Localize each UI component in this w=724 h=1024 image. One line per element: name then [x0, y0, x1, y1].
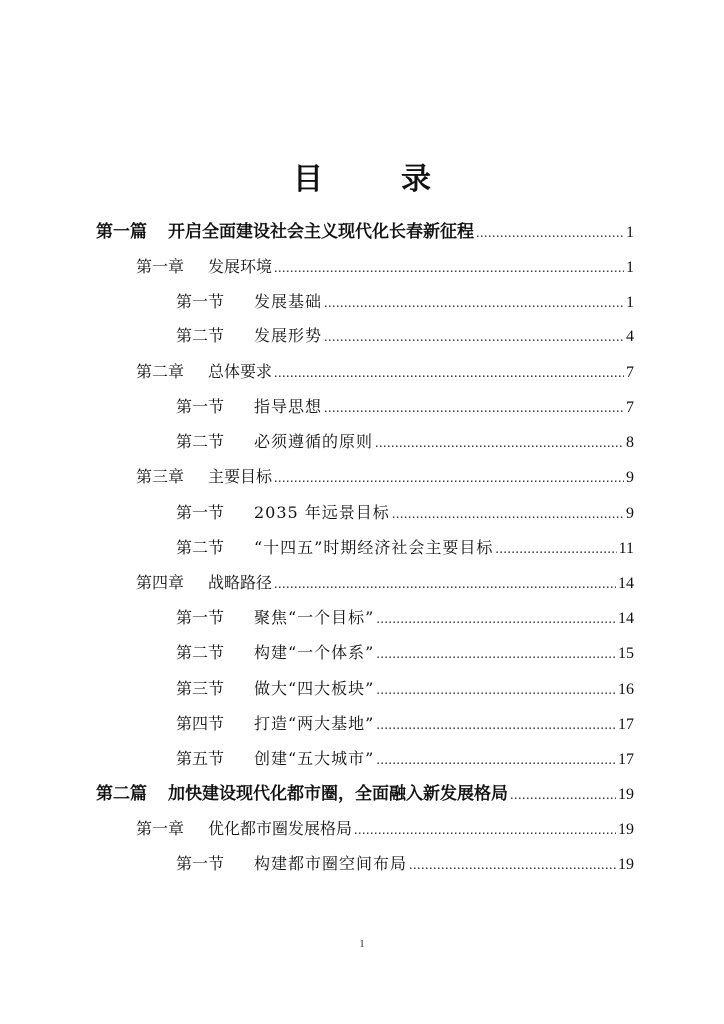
chapter-number: 第四章	[136, 573, 185, 592]
toc-chapter-entry[interactable]	[136, 816, 634, 842]
page-number: 16	[618, 681, 634, 698]
page-number: 9	[626, 505, 634, 522]
dot-leader	[274, 466, 624, 492]
dot-leader	[392, 502, 624, 528]
section-number: 第二节	[176, 643, 225, 662]
section-number: 第二节	[176, 326, 225, 345]
page-number: 19	[618, 821, 634, 838]
chapter-title: 发展环境	[208, 257, 273, 276]
page-title: 目 录	[293, 162, 455, 197]
chapter-number: 第一章	[136, 819, 185, 838]
toc-section-entry[interactable]	[176, 640, 634, 666]
toc-chapter-entry[interactable]	[136, 464, 634, 490]
toc-part-entry[interactable]	[96, 219, 634, 245]
dot-leader	[274, 256, 624, 282]
dot-leader	[376, 678, 616, 704]
part-title: 加快建设现代化都市圈，全面融入新发展格局	[168, 784, 508, 804]
section-title: 发展形势	[254, 326, 323, 345]
part-number: 第一篇	[96, 222, 147, 242]
dot-leader	[324, 325, 624, 351]
part-number: 第二篇	[96, 784, 147, 804]
toc-section-entry[interactable]	[176, 851, 634, 877]
dot-leader	[375, 431, 624, 457]
section-number: 第一节	[176, 397, 225, 416]
section-number: 第四节	[176, 714, 225, 733]
section-number: 第一节	[176, 608, 225, 627]
section-number: 第二节	[176, 538, 225, 557]
section-number: 第一节	[176, 292, 225, 311]
section-title: 发展基础	[254, 292, 323, 311]
dot-leader	[495, 537, 616, 563]
page-number: 11	[618, 540, 634, 557]
toc-section-entry[interactable]	[176, 711, 634, 737]
part-title: 开启全面建设社会主义现代化长春新征程	[168, 222, 474, 242]
page-number: 4	[626, 328, 634, 345]
dot-leader	[376, 713, 616, 739]
section-title: 创建“五大城市”	[254, 749, 375, 768]
dot-leader	[274, 361, 624, 387]
page-number: 14	[618, 575, 634, 592]
page-number: 19	[618, 856, 634, 873]
section-title: 做大“四大板块”	[254, 679, 375, 698]
section-number: 第二节	[176, 432, 225, 451]
section-title: 指导思想	[254, 397, 323, 416]
chapter-number: 第二章	[136, 362, 185, 381]
page-number: 9	[626, 469, 634, 486]
footer-page-number: 1	[359, 938, 365, 950]
toc-section-entry[interactable]	[176, 535, 634, 561]
section-title: 聚焦“一个目标”	[254, 608, 375, 627]
toc-section-entry[interactable]	[176, 323, 634, 349]
page-number: 19	[618, 786, 634, 803]
dot-leader	[376, 748, 616, 774]
chapter-number: 第一章	[136, 257, 185, 276]
section-number: 第一节	[176, 854, 225, 873]
toc-section-entry[interactable]	[176, 289, 634, 315]
section-title: 2035 年远景目标	[254, 503, 390, 522]
toc-section-entry[interactable]	[176, 394, 634, 420]
section-title: 打造“两大基地”	[254, 714, 375, 733]
page-number: 7	[626, 399, 634, 416]
dot-leader	[409, 853, 616, 879]
chapter-title: 战略路径	[208, 573, 273, 592]
toc-chapter-entry[interactable]	[136, 570, 634, 596]
dot-leader	[376, 607, 616, 633]
page-number: 15	[618, 645, 634, 662]
section-title: 构建都市圈空间布局	[254, 854, 408, 873]
page-number: 1	[626, 259, 634, 276]
chapter-title: 优化都市圈发展格局	[208, 819, 353, 838]
section-number: 第五节	[176, 749, 225, 768]
page-number: 1	[626, 224, 634, 241]
chapter-title: 总体要求	[208, 362, 273, 381]
section-title: 构建“一个体系”	[254, 643, 375, 662]
toc-part-entry[interactable]	[96, 781, 634, 807]
page-number: 8	[626, 434, 634, 451]
page-number: 17	[618, 751, 634, 768]
toc-section-entry[interactable]	[176, 746, 634, 772]
toc-section-entry[interactable]	[176, 500, 634, 526]
section-number: 第三节	[176, 679, 225, 698]
toc-chapter-entry[interactable]	[136, 254, 634, 280]
dot-leader	[376, 642, 616, 668]
toc-section-entry[interactable]	[176, 429, 634, 455]
dot-leader	[274, 572, 616, 598]
dot-leader	[324, 396, 624, 422]
toc-chapter-entry[interactable]	[136, 359, 634, 385]
dot-leader	[510, 783, 616, 809]
section-title: “十四五”时期经济社会主要目标	[254, 538, 494, 557]
dot-leader	[354, 818, 616, 844]
page-number: 14	[618, 610, 634, 627]
toc-section-entry[interactable]	[176, 605, 634, 631]
chapter-number: 第三章	[136, 467, 185, 486]
page-number: 7	[626, 364, 634, 381]
page-number: 17	[618, 716, 634, 733]
dot-leader	[476, 221, 624, 247]
section-title: 必须遵循的原则	[254, 432, 374, 451]
page-number: 1	[626, 294, 634, 311]
dot-leader	[324, 291, 624, 317]
toc-section-entry[interactable]	[176, 676, 634, 702]
section-number: 第一节	[176, 503, 225, 522]
chapter-title: 主要目标	[208, 467, 273, 486]
